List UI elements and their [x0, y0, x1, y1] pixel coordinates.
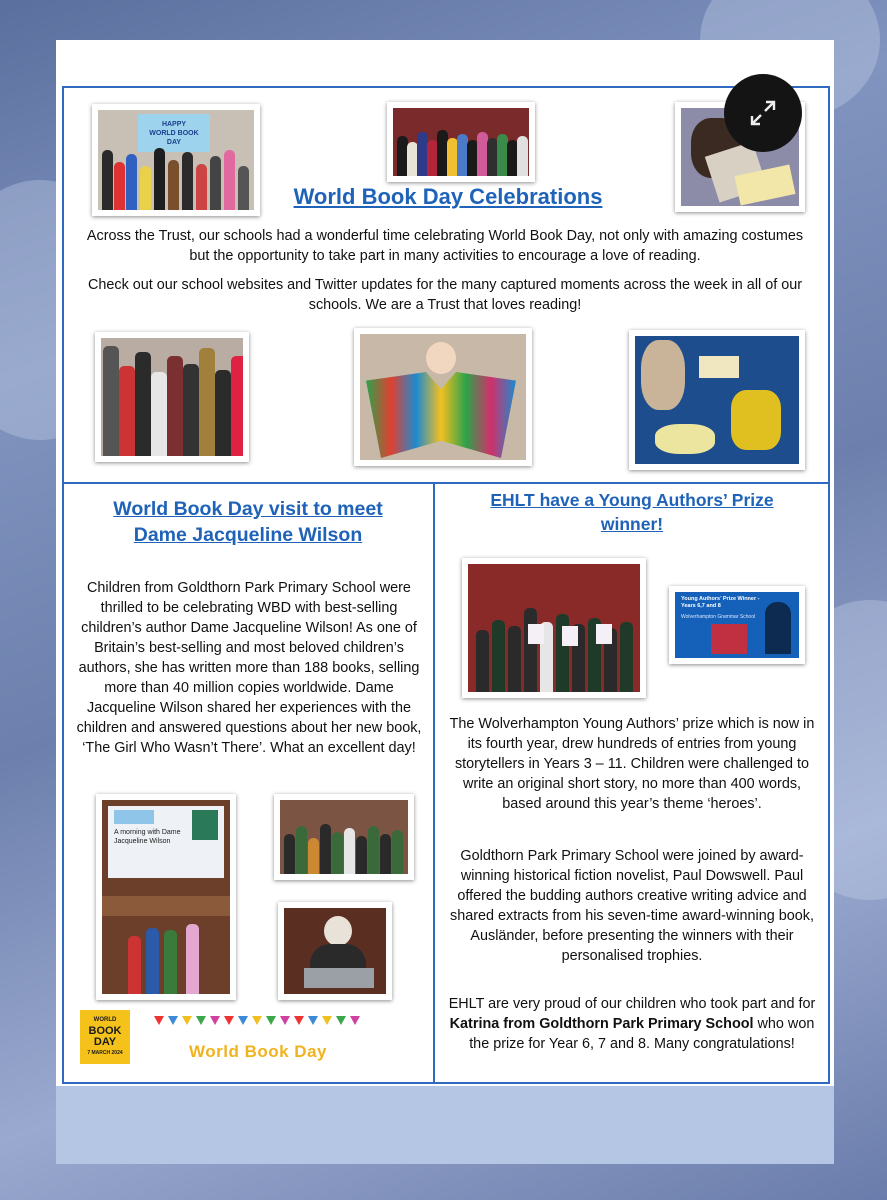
page-footer-band — [56, 1086, 834, 1164]
world-book-day-paragraph-1: Across the Trust, our schools had a wonderful time celebrating World Book Day, not only with amazing costumes but the opportunity to take part in many activities to encourage a love of reading. — [86, 228, 804, 264]
photo-prize-screen: Young Authors’ Prize Winner - Years 6,7 and 8 Wolverhampton Grammar School — [669, 586, 805, 664]
young-authors-paragraph-3: EHLT are very proud of our children who took part and for Katrina from Goldthorn Park Primary School who won the prize for Year 6, 7 and 8. Many congratulations! — [448, 996, 816, 1052]
photo-butterfly-costume — [354, 328, 532, 466]
world-book-day-title: World Book Day Celebrations — [293, 184, 603, 209]
expand-fullscreen-button[interactable] — [724, 74, 802, 152]
photo-children-with-books — [274, 794, 414, 880]
jacqueline-wilson-paragraph: Children from Goldthorn Park Primary School were thrilled to be celebrating WBD with best-selling children’s author Dame Jacqueline Wilson! As one of Britain’s best-selling and most beloved children’s authors, she has written more than 188 books, selling more than 40 million copies worldwide. Dame Jacqueline Wilson shared her experiences with the children and answered questions about her new book, ‘The Girl Who Wasn’t There’. What an excellent day! — [76, 580, 422, 756]
young-authors-paragraph-1: The Wolverhampton Young Authors’ prize which is now in its fourth year, drew hundreds of entries from young storytellers in Years 3 – 11. Children were challenged to write an original short story, no more than 400 words, based around this year’s theme ‘heroes’. — [449, 716, 815, 812]
world-book-day-logo: WORLD BOOK DAY 7 MARCH 2024 — [80, 1010, 130, 1064]
jacqueline-wilson-title: World Book Day visit to meet Dame Jacqueline Wilson — [113, 498, 383, 546]
world-book-day-banner: World Book Day — [150, 1012, 366, 1066]
expand-icon — [746, 96, 780, 130]
photo-costume-group — [387, 102, 535, 182]
photo-prize-winners — [462, 558, 646, 698]
young-authors-paragraph-2: Goldthorn Park Primary School were joined by award-winning historical fiction novelist, Paul Dowswell. Paul offered the budding authors creative writing advice and shared extracts from his seven-time award-winning book, Ausländer, before presenting the winners with their personalised trophies. — [450, 848, 814, 964]
photo-author-assembly: A morning with Dame Jacqueline Wilson — [96, 794, 236, 1000]
photo-class-costumes — [95, 332, 249, 462]
young-authors-title: EHLT have a Young Authors’ Prize winner! — [490, 490, 774, 534]
newsletter-page — [56, 40, 834, 1164]
photo-world-book-day-group: HAPPY WORLD BOOK DAY — [92, 104, 260, 216]
photo-jacqueline-wilson — [278, 902, 392, 1000]
world-book-day-paragraph-2: Check out our school websites and Twitter updates for the many captured moments across the week in all of our schools. We are a Trust that loves reading! — [87, 277, 803, 313]
photo-reading-floor — [629, 330, 805, 470]
